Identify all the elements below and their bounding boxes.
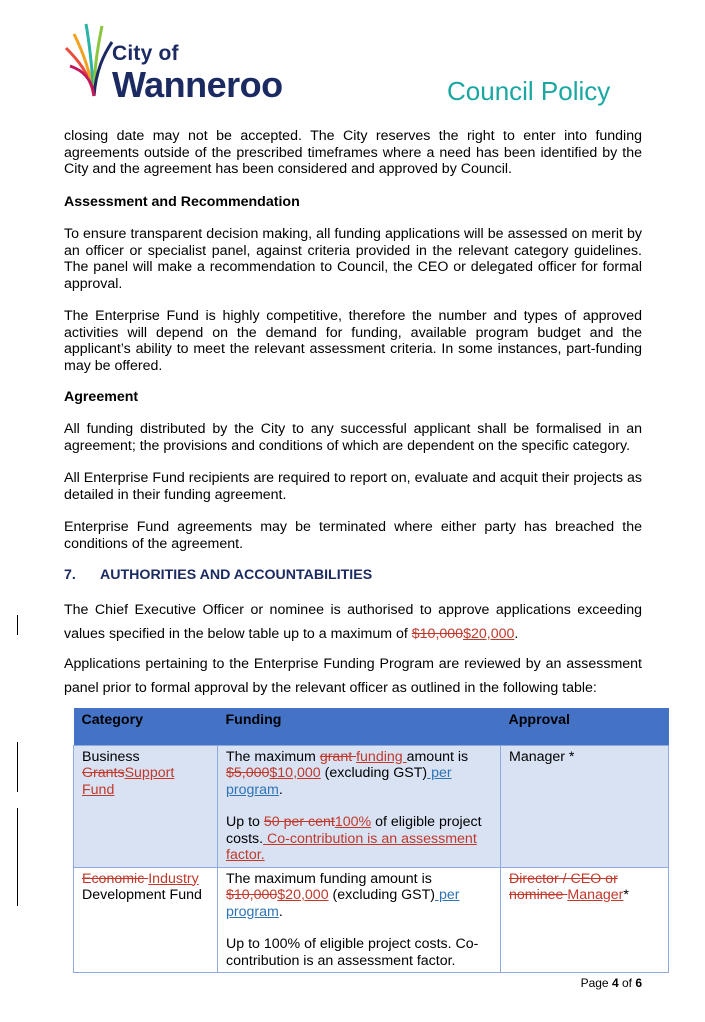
per-program-link[interactable]: per program bbox=[226, 765, 452, 798]
page-label: Page bbox=[580, 976, 612, 990]
funding-text: The maximum funding amount is bbox=[226, 870, 432, 887]
funding-text: Up to 100% of eligible project costs. Co-contribution is an assessment factor. bbox=[226, 936, 479, 969]
approval-text: * bbox=[623, 887, 629, 903]
header-funding: Funding bbox=[218, 708, 501, 745]
paragraph-recipients: All Enterprise Fund recipients are required to report on, evaluate and acquit their projects as detailed in their funding agreement. bbox=[64, 470, 642, 503]
inserted-text: Co-contribution is an assessment factor. bbox=[226, 830, 477, 863]
page-total: 6 bbox=[635, 976, 642, 990]
funding-text: (excluding GST) bbox=[320, 765, 428, 781]
authorisation-text: The Chief Executive Officer or nominee is authorised to approve applications exceeding values specified in the below table up to a maximum of bbox=[64, 602, 642, 642]
deleted-text: grant bbox=[319, 748, 357, 765]
paragraph-assessment: To ensure transparent decision making, all funding applications will be assessed on merit by an officer or specialist panel, against criteria provided in the relevant category guidelines. The panel will make a recommendation to Council, the CEO or delegated officer for formal approval. bbox=[64, 226, 642, 292]
section-title: AUTHORITIES AND ACCOUNTABILITIES bbox=[100, 567, 373, 583]
inserted-text: Industry bbox=[148, 870, 199, 887]
city-logo bbox=[64, 18, 304, 108]
header-approval: Approval bbox=[501, 708, 669, 745]
paragraph-competitive: The Enterprise Fund is highly competitive, therefore the number and types of approved activities will depend on the demand for funding, available program budget and the applicant’s ability to meet the relevant assessment criteria. In some instances, part-funding may be offered. bbox=[64, 308, 642, 374]
table-header-row bbox=[74, 708, 669, 745]
funding-text: . bbox=[278, 903, 283, 920]
approval-cell: Manager * bbox=[501, 745, 669, 867]
inserted-text: $20,000 bbox=[277, 887, 329, 903]
logo-wanneroo-text: Wanneroo bbox=[112, 64, 283, 105]
change-bar bbox=[17, 808, 18, 858]
funding-text: . bbox=[278, 781, 283, 798]
deleted-text: $5,000 bbox=[226, 765, 270, 781]
table-row bbox=[74, 867, 669, 973]
funding-text: of eligible project costs. bbox=[226, 814, 482, 847]
category-text: Development Fund bbox=[82, 887, 202, 903]
authority-table bbox=[73, 708, 669, 973]
change-bar bbox=[17, 615, 18, 635]
section-number: 7. bbox=[64, 567, 76, 583]
approval-cell bbox=[501, 867, 669, 973]
inserted-text: 100% bbox=[334, 814, 372, 830]
category-cell bbox=[74, 867, 218, 973]
inserted-amount: $20,000 bbox=[463, 626, 515, 642]
heading-assessment: Assessment and Recommendation bbox=[64, 194, 300, 210]
deleted-text: 50 per cent bbox=[263, 814, 335, 830]
deleted-text: Director / CEO or nominee bbox=[509, 870, 618, 903]
paragraph-termination: Enterprise Fund agreements may be terminated where either party has breached the conditions of the agreement. bbox=[64, 519, 642, 552]
change-bar bbox=[17, 742, 18, 792]
inserted-text: funding bbox=[356, 748, 407, 765]
funding-cell bbox=[218, 745, 501, 867]
logo-fan-icon bbox=[64, 18, 114, 98]
paragraph-closing-date: closing date may not be accepted. The City reserves the right to enter into funding agreements outside of the prescribed timeframes where a need has been identified by the City and the agreement has been considered and approved by Council. bbox=[64, 128, 642, 177]
deleted-text: Grants bbox=[82, 765, 125, 781]
category-text: Business bbox=[82, 748, 140, 765]
page-number: 4 bbox=[611, 976, 619, 990]
heading-agreement: Agreement bbox=[64, 389, 139, 405]
deleted-amount: $10,000 bbox=[411, 626, 464, 642]
of-label: of bbox=[618, 976, 636, 990]
change-bar bbox=[17, 858, 18, 906]
page-footer bbox=[581, 976, 642, 990]
funding-text: The maximum bbox=[226, 748, 320, 765]
paragraph-applications: Applications pertaining to the Enterprise Funding Program are reviewed by an assessment panel prior to formal approval by the relevant officer as outlined in the following table: bbox=[64, 656, 642, 696]
category-cell bbox=[74, 745, 218, 867]
funding-text: amount is bbox=[406, 748, 469, 765]
funding-text: Up to bbox=[226, 814, 264, 830]
section-heading bbox=[64, 567, 372, 583]
deleted-text: $10,000 bbox=[226, 887, 278, 903]
header-category: Category bbox=[74, 708, 218, 745]
paragraph-agreement: All funding distributed by the City to any successful applicant shall be formalised in an agreement; the provisions and conditions of which are dependent on the specific category. bbox=[64, 421, 642, 454]
funding-text: (excluding GST) bbox=[328, 887, 436, 903]
table-row bbox=[74, 745, 669, 867]
inserted-text: Support Fund bbox=[82, 765, 175, 798]
deleted-text: Economic bbox=[82, 870, 149, 887]
authorisation-end: . bbox=[514, 626, 519, 642]
inserted-text: Manager bbox=[567, 887, 624, 903]
funding-cell bbox=[218, 867, 501, 973]
inserted-text: $10,000 bbox=[269, 765, 321, 781]
per-program-link[interactable]: per program bbox=[226, 887, 460, 920]
document-type-title: Council Policy bbox=[447, 76, 611, 106]
paragraph-authorisation bbox=[64, 598, 642, 646]
logo-city-text: City of bbox=[112, 42, 179, 65]
